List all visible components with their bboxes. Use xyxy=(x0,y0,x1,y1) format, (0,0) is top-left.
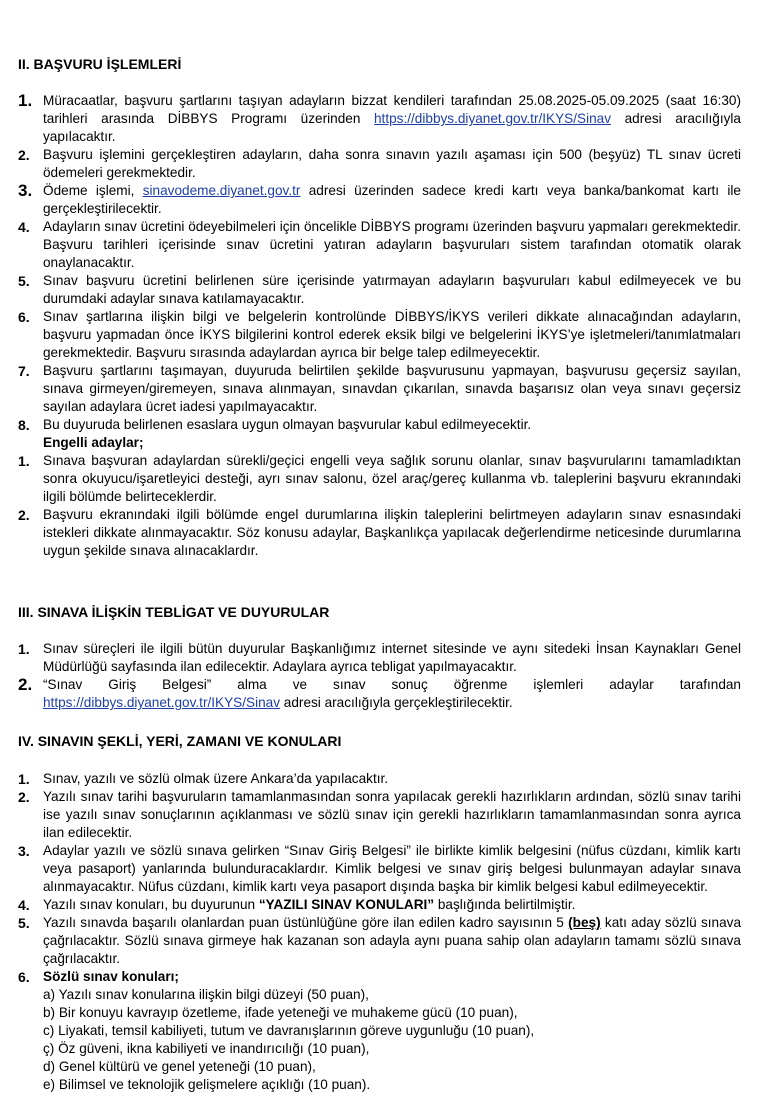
oral-topic: e) Bilimsel ve teknolojik gelişmelere açıklığı (10 puan). xyxy=(43,1077,371,1092)
list-item: 1. Sınav, yazılı ve sözlü olmak üzere Ankara’da yapılacaktır. xyxy=(18,771,389,787)
list-item: 6. Sınav şartlarına ilişkin bilgi ve belgelerin kontrolünde DİBBYS/İKYS verileri dikkate alınacağından adayların, başvuru yapmadan önce İKYS bilgilerini kontrol ederek eksik bilgi ve belgelerini İKYS’ye işletmeleri/tanımlatmaları gerekmektedir. Başvuru sırasında adaylardan ayrıca bir belge talep edilmeyecektir. xyxy=(18,309,741,360)
item-number: 1. xyxy=(18,641,30,657)
item-number: 1. xyxy=(18,453,30,469)
item-number: 5. xyxy=(18,915,30,931)
list-item: 3. Ödeme işlemi, sinavodeme.diyanet.gov.tr adresi üzerinden sadece kredi kartı veya banka/bankomat kartı ile gerçekleştirilecektir. xyxy=(18,181,741,216)
section-3-list xyxy=(18,640,741,712)
item-number: 2. xyxy=(18,789,30,805)
item-number: 6. xyxy=(18,309,30,325)
disabled-candidates-heading: Engelli adaylar; xyxy=(43,435,144,450)
list-item: 8. Bu duyuruda belirlenen esaslara uygun olmayan başvurular kabul edilmeyecektir. xyxy=(18,417,532,433)
section-2-list xyxy=(18,92,741,560)
oral-topics-heading: Sözlü sınav konuları; xyxy=(43,969,179,984)
list-item: 2. Yazılı sınav tarihi başvuruların tamamlanmasından sonra yapılacak gerekli hazırlıkların ardından, sözlü sınav tarihi ise yazılı sınav sonuçlarının açıklanması ve sözlü sınav için gerekli hazırlıkların tamamlanmasından sonra ayrıca ilan edilecektir. xyxy=(18,789,741,840)
list-item: 4. Yazılı sınav konuları, bu duyurunun “YAZILI SINAV KONULARI” başlığında belirtilmiştir. xyxy=(18,897,576,913)
item-number: 4. xyxy=(18,897,30,913)
item-number: 1. xyxy=(18,771,30,787)
item-number: 4. xyxy=(18,219,30,235)
list-item: 4. Adayların sınav ücretini ödeyebilmeleri için öncelikle DİBBYS programı üzerinden başvuru yapmaları gerekmektedir. Başvuru tarihleri içerisinde sınav ücretini yatıran adayların başvuruları sistem tarafından otomatik olarak onaylanacaktır. xyxy=(18,219,741,270)
item-number: 2. xyxy=(18,675,33,694)
section-3-heading: III. SINAVA İLİŞKİN TEBLİGAT VE DUYURULAR xyxy=(18,604,330,620)
oral-topic: a) Yazılı sınav konularına ilişkin bilgi düzeyi (50 puan), xyxy=(43,987,369,1002)
item-number: 7. xyxy=(18,363,30,379)
oral-topic: d) Genel kültürü ve genel yeteneği (10 puan), xyxy=(43,1059,316,1074)
oral-topics-list xyxy=(43,986,741,1094)
item-number: 1. xyxy=(18,91,33,110)
list-item: 2. Başvuru ekranındaki ilgili bölümde engel durumlarına ilişkin taleplerini belirtmeyen adayların sınav esnasındaki istekleri dikkate alınmayacaktır. Söz konusu adaylar, Başkanlıkça yapılacak değerlendirme neticesinde durumlarına uygun şekilde sınava alınacaklardır. xyxy=(18,507,741,558)
list-item: 1. Müracaatlar, başvuru şartlarını taşıyan adayların bizzat kendileri tarafından 25.08.2025-05.09.2025 (saat 16:30) tarihleri arasında DİBBYS Programı üzerinden https://dibbys.diyanet.gov.tr/IKYS/Sinav adresi aracılığıyla yapılacaktır. xyxy=(18,91,741,144)
section-4-list xyxy=(18,770,741,1094)
list-item: 7. Başvuru şartlarını taşımayan, duyuruda belirtilen şekilde başvurusunu yapmayan, başvurusu geçersiz sayılan, sınava girmeyen/giremeyen, sınava alınmayan, sınavdan çıkarılan, sınavda başarısız olan veya sınavı geçersiz sayılan adaylara ücret iadesi yapılmayacaktır. xyxy=(18,363,741,414)
item-number: 3. xyxy=(18,843,30,859)
list-item xyxy=(18,968,741,1094)
item-number: 2. xyxy=(18,147,30,163)
dibbys-link[interactable]: https://dibbys.diyanet.gov.tr/IKYS/Sinav xyxy=(43,695,281,710)
item-number: 5. xyxy=(18,273,30,289)
list-item: 1. Sınav süreçleri ile ilgili bütün duyurular Başkanlığımız internet sitesinde ve aynı sitedeki İnsan Kaynakları Genel Müdürlüğü sayfasında ilan edilecektir. Adaylara ayrıca tebligat yapılmayacaktır. xyxy=(18,641,741,674)
list-item: 2. Başvuru işlemini gerçekleştiren adayların, daha sonra sınavın yazılı aşaması için 500 (beşyüz) TL sınav ücreti ödemeleri gerekmektedir. xyxy=(18,147,741,180)
oral-topic: ç) Öz güveni, ikna kabiliyeti ve inandırıcılığı (10 puan), xyxy=(43,1041,370,1056)
item-number: 3. xyxy=(18,181,33,200)
item-number: 6. xyxy=(18,969,30,985)
oral-topic: c) Liyakati, temsil kabiliyeti, tutum ve davranışlarının göreve uygunluğu (10 puan), xyxy=(43,1023,535,1038)
section-2-heading: II. BAŞVURU İŞLEMLERİ xyxy=(18,56,182,72)
section-4-heading: IV. SINAVIN ŞEKLİ, YERİ, ZAMANI VE KONULARI xyxy=(18,733,342,749)
item-number: 2. xyxy=(18,507,30,523)
list-item: 5. Sınav başvuru ücretini belirlenen süre içerisinde yatırmayan adayların başvuruları kabul edilmeyecek ve bu durumdaki adaylar sınava katılamayacaktır. xyxy=(18,273,741,306)
list-item: 1. Sınava başvuran adaylardan sürekli/geçici engelli veya sağlık sorunu olanlar, sınav başvurularını tamamladıktan sonra okuyucu/işaretleyici desteği, ayrı sınav salonu, özel araç/gereç kullanma vb. taleplerini başvuru ekranındaki ilgili bölümde belirteceklerdir. xyxy=(18,453,741,504)
list-item: 3. Adaylar yazılı ve sözlü sınava gelirken “Sınav Giriş Belgesi” ile birlikte kimlik belgesini (nüfus cüzdanı, kimlik kartı veya pasaport) yanlarında bulunduracaklardır. Kimlik belgesi ve sınav giriş belgesi bulunmayan adaylar sınava alınmayacaktır. Nüfus cüzdanı, kimlik kartı veya pasaport dışında başka bir kimlik belgesi kabul edilmeyecektir. xyxy=(18,843,741,894)
dibbys-link[interactable]: https://dibbys.diyanet.gov.tr/IKYS/Sinav xyxy=(374,111,612,126)
oral-topic: b) Bir konuyu kavrayıp özetleme, ifade yeteneği ve muhakeme gücü (10 puan), xyxy=(43,1005,518,1020)
payment-link[interactable]: sinavodeme.diyanet.gov.tr xyxy=(142,183,301,198)
item-number: 8. xyxy=(18,417,30,433)
list-item: 5. Yazılı sınavda başarılı olanlardan puan üstünlüğüne göre ilan edilen kadro sayısının 5 (beş) katı aday sözlü sınava çağrılacaktır. Sözlü sınava girmeye hak kazanan son adayla aynı puana sahip olan adayların tamamı sözlü sınava çağrılacaktır. xyxy=(18,915,741,966)
list-item: 2. “Sınav Giriş Belgesi” alma ve sınav sonuç öğrenme işlemleri adaylar tarafından https://dibbys.diyanet.gov.tr/IKYS/Sinav adresi aracılığıyla gerçekleştirilecektir. xyxy=(18,675,741,710)
